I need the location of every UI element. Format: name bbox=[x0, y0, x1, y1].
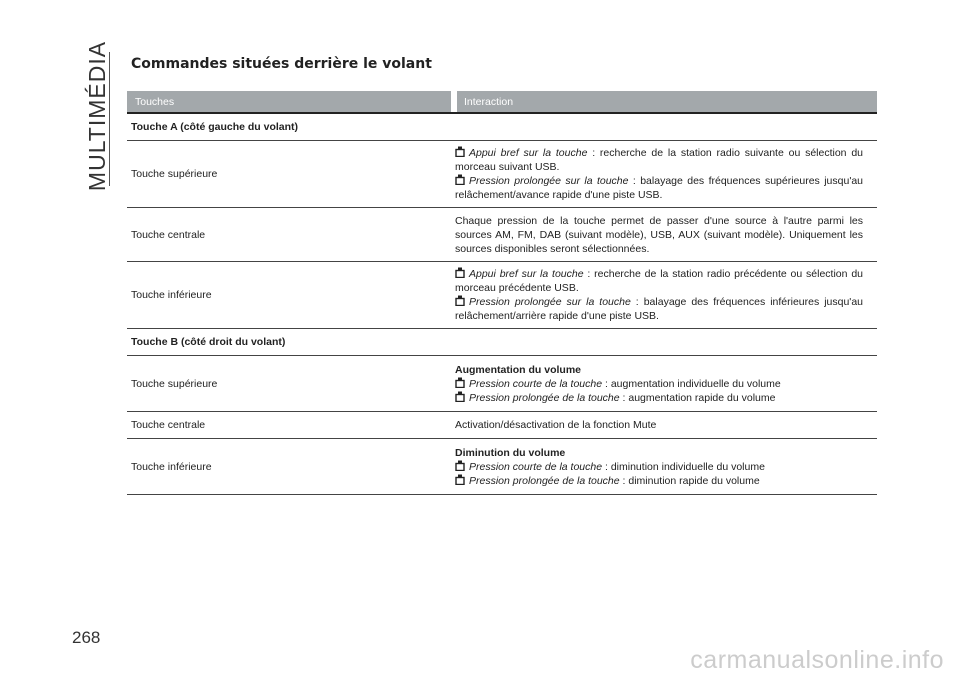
interaction-text: Augmentation du volume Pression courte de la touche : augmentation individuelle du volume Pression prolongée de la touche : augmentation rapide du volume bbox=[455, 363, 781, 404]
key-icon bbox=[455, 460, 465, 471]
column-header-interaction: Interaction bbox=[464, 95, 514, 108]
column-header-touches: Touches bbox=[135, 95, 175, 108]
table-row bbox=[127, 356, 877, 411]
key-name: Touche supérieure bbox=[131, 377, 218, 390]
section-touche-a: Touche A (côté gauche du volant) bbox=[131, 121, 299, 133]
divider bbox=[127, 494, 877, 495]
interaction-text: Appui bref sur la touche : recherche de la station radio suivante ou sélection du morceau suivant USB. Pression prolongée sur la touche : balayage des fréquences supérieures jusqu'au relâchement/avance rapide d'une piste USB. bbox=[455, 147, 863, 201]
table-row bbox=[127, 141, 877, 207]
key-icon bbox=[455, 377, 465, 388]
key-name: Touche supérieure bbox=[131, 168, 218, 180]
section-touche-b: Touche B (côté droit du volant) bbox=[131, 336, 286, 348]
watermark: carmanualsonline.info bbox=[690, 646, 944, 674]
table-header bbox=[127, 91, 877, 112]
key-name: Touche inférieure bbox=[131, 289, 212, 301]
key-name: Touche inférieure bbox=[131, 460, 212, 473]
table-row bbox=[127, 439, 877, 494]
key-icon bbox=[455, 146, 465, 157]
table-row bbox=[127, 412, 877, 438]
key-icon bbox=[455, 474, 465, 485]
table-row bbox=[127, 262, 877, 328]
key-icon bbox=[455, 174, 465, 185]
page-heading: Commandes situées derrière le volant bbox=[131, 56, 432, 72]
key-name: Touche centrale bbox=[131, 228, 206, 241]
interaction-text: Activation/désactivation de la fonction Mute bbox=[455, 419, 657, 431]
chapter-title: MULTIMÉDIA bbox=[83, 40, 110, 192]
controls-table bbox=[127, 91, 877, 495]
page-number: 268 bbox=[72, 628, 101, 647]
key-name: Touche centrale bbox=[131, 419, 206, 431]
chapter-divider bbox=[109, 52, 110, 186]
key-icon bbox=[455, 267, 465, 278]
key-icon bbox=[455, 391, 465, 402]
interaction-text: Diminution du volume Pression courte de la touche : diminution individuelle du volume Pression prolongée de la touche : diminution rapide du volume bbox=[455, 446, 765, 487]
interaction-text: Chaque pression de la touche permet de passer d'une source à l'autre parmi les sources AM, FM, DAB (suivant modèle), USB, AUX (suivant modèle). Uniquement les sources disponibles seront sélectionnées. bbox=[455, 214, 863, 255]
key-icon bbox=[455, 295, 465, 306]
table-row bbox=[127, 208, 877, 261]
interaction-text: Appui bref sur la touche : recherche de la station radio précédente ou sélection du morceau précédente USB. Pression prolongée sur la touche : balayage des fréquences inférieures jusqu'au relâchement/arrière rapide d'une piste USB. bbox=[455, 268, 863, 322]
